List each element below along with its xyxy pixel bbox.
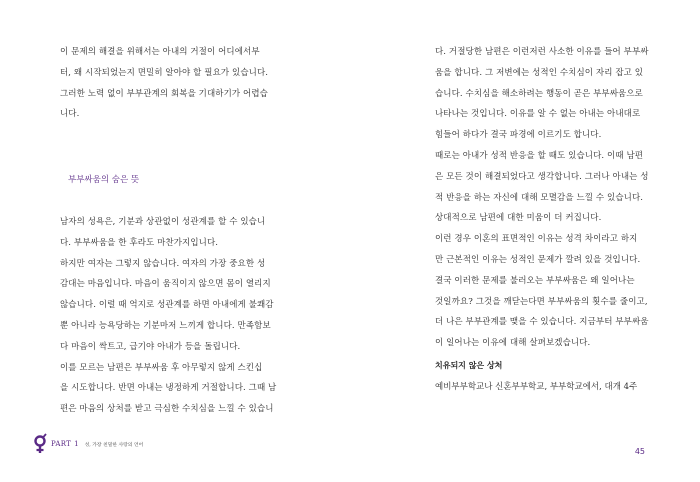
right-body-paragraphs — [435, 42, 657, 354]
text-line: 다. 부부싸움을 한 후라도 마찬가지입니다. — [60, 237, 219, 248]
running-footer — [33, 433, 143, 455]
section-heading: 부부싸움의 숨은 뜻 — [68, 175, 140, 185]
text-line: 결국 이러한 문제를 불러오는 부부싸움은 왜 일어나는 — [435, 275, 635, 286]
text-line: 만 근본적인 이유는 성적인 문제가 깔려 있을 것입니다. — [435, 254, 641, 265]
text-line: 뿐 아니라 능욕당하는 기분마저 느끼게 합니다. 만족함보 — [60, 320, 271, 331]
text-line: 을 시도합니다. 반면 아내는 냉정하게 거절합니다. 그때 남 — [60, 383, 277, 394]
text-line: 적 반응을 하는 자신에 대해 모멸감을 느낄 수 있습니다. — [435, 192, 644, 203]
text-line: 하지만 여자는 그렇지 않습니다. 여자의 가장 중요한 성 — [60, 258, 266, 269]
text-line: 움을 합니다. 그 저변에는 성적인 수치심이 자리 잡고 있 — [435, 67, 644, 78]
left-body-paragraphs — [60, 212, 282, 420]
text-line: 습니다. 수치심을 해소하려는 행동이 곧은 부부싸움으로 — [435, 88, 643, 99]
left-intro-paragraph — [60, 42, 282, 125]
page-number: 45 — [634, 447, 645, 456]
text-line: 힘들어 하다가 결국 파경에 이르기도 합니다. — [435, 130, 602, 141]
text-line: 더 나은 부부관계를 맺을 수 있습니다. 지금부터 부부싸움 — [435, 317, 649, 328]
text-line: 이런 경우 이혼의 표면적인 이유는 성격 차이라고 하지 — [435, 234, 638, 245]
text-line: 이를 모르는 남편은 부부싸움 후 아무렇지 않게 스킨십 — [60, 362, 263, 373]
text-line: 이 일어나는 이유에 대해 살펴보겠습니다. — [435, 338, 591, 349]
gender-symbol-icon — [33, 433, 47, 455]
text-line: 나타나는 것입니다. 이유를 알 수 없는 아내는 아내대로 — [435, 109, 641, 120]
text-line: 터, 왜 시작되었는지 면밀히 알아야 할 필요가 있습니다. — [60, 67, 269, 78]
section-heading: 치유되지 않은 상처 — [435, 361, 503, 370]
text-line: 편은 마음의 상처를 받고 극심한 수치심을 느낄 수 있습니 — [60, 404, 274, 415]
text-line: 은 모든 것이 해결되었다고 생각합니다. 그러나 아내는 성 — [435, 171, 649, 182]
part-label: PART — [51, 440, 72, 448]
text-line: 때로는 아내가 성적 반응을 할 때도 있습니다. 이때 남편 — [435, 150, 644, 161]
text-line: 않습니다. 이럴 때 억지로 성관계를 하면 아내에게 불쾌감 — [60, 300, 274, 311]
text-line: 남자의 성욕은, 기분과 상관없이 성관계를 할 수 있습니 — [60, 217, 266, 227]
text-line: 니다. — [60, 109, 80, 120]
text-line: 상대적으로 남편에 대한 미움이 더 커집니다. — [435, 213, 602, 224]
right-page — [350, 0, 700, 482]
text-line: 것일까요? 그것을 깨닫는다면 부부싸움의 횟수를 줄이고, — [435, 296, 648, 307]
chapter-title: 성, 가장 친밀한 사랑의 언어 — [84, 442, 144, 448]
text-line: 다. 거절당한 남편은 이런저런 사소한 이유를 들어 부부싸 — [435, 47, 649, 57]
text-line: 감대는 마음입니다. 마음이 움직이지 않으면 몸이 열리지 — [60, 279, 271, 290]
text-line: 이 문제의 해결을 위해서는 아내의 거절이 어디에서부 — [60, 47, 260, 57]
text-line: 다 마음이 싹트고, 급기야 아내가 등을 돌립니다. — [60, 341, 241, 352]
text-line: 그러한 노력 없이 부부관계의 회복을 기대하기가 어렵습 — [60, 88, 268, 99]
text-line: 예비부부학교나 신혼부부학교, 부부학교에서, 대개 4주 — [435, 382, 638, 392]
part-number: 1 — [74, 440, 79, 448]
right-tail-paragraph — [435, 377, 657, 398]
